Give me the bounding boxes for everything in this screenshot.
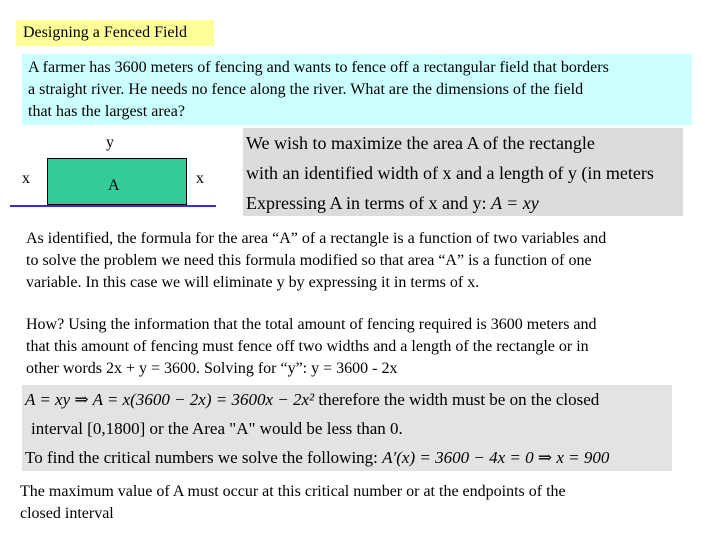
conclusion-paragraph — [20, 481, 566, 525]
diagram-area-label: A — [108, 177, 120, 194]
work-line — [22, 443, 672, 471]
maximize-line: with an identified width of x and a length of y (in meters — [246, 163, 654, 183]
river-line — [10, 205, 216, 207]
paragraph-line: to solve the problem we need this formula modified so that area “A” is a function of one — [26, 252, 592, 269]
work-line: interval [0,1800] or the Area "A" would be less than 0. — [31, 419, 403, 438]
maximize-line: We wish to maximize the area A of the rectangle — [246, 133, 595, 153]
paragraph-line: As identified, the formula for the area “A” of a rectangle is a function of two variables and — [26, 230, 607, 247]
work-line — [22, 385, 672, 414]
work-text: To find the critical numbers we solve the following: — [25, 448, 383, 467]
paragraph-line: that this amount of fencing must fence off two widths and a length of the rectangle or in — [26, 338, 589, 355]
paragraph-line: other words 2x + y = 3600. Solving for “y”: y = 3600 - 2x — [26, 360, 398, 377]
problem-line: a straight river. He needs no fence along the river. What are the dimensions of the field — [28, 81, 584, 98]
substitution-formula: A = xy ⇒ A = x(3600 − 2x) = 3600x − 2x² — [25, 390, 315, 409]
paragraph-line: The maximum value of A must occur at this critical number or at the endpoints of the — [20, 483, 566, 500]
paragraph-line: How? Using the information that the total amount of fencing required is 3600 meters and — [26, 316, 597, 333]
problem-line: that has the largest area? — [28, 103, 185, 120]
maximize-box — [243, 128, 683, 216]
slide-title: Designing a Fenced Field — [16, 20, 214, 46]
maximize-text: Expressing A in terms of x and y: — [246, 193, 491, 213]
problem-line: A farmer has 3600 meters of fencing and wants to fence off a rectangular field that borders — [28, 59, 609, 76]
work-text: therefore the width must be on the closed — [314, 390, 600, 409]
area-formula: A = xy — [490, 193, 539, 213]
paragraph-line: variable. In this case we will eliminate y by expressing it in terms of x. — [26, 274, 480, 291]
paragraph-line: closed interval — [20, 505, 114, 522]
diagram-label-x-right: x — [196, 170, 204, 187]
method-paragraph — [26, 314, 597, 380]
work-box — [22, 385, 672, 471]
maximize-line — [246, 188, 683, 216]
derivative-formula: A′(x) = 3600 − 4x = 0 ⇒ x = 900 — [382, 448, 610, 467]
problem-statement — [22, 54, 692, 125]
diagram-label-y: y — [106, 134, 114, 151]
explanation-paragraph — [26, 228, 606, 294]
diagram-label-x-left: x — [22, 170, 30, 187]
